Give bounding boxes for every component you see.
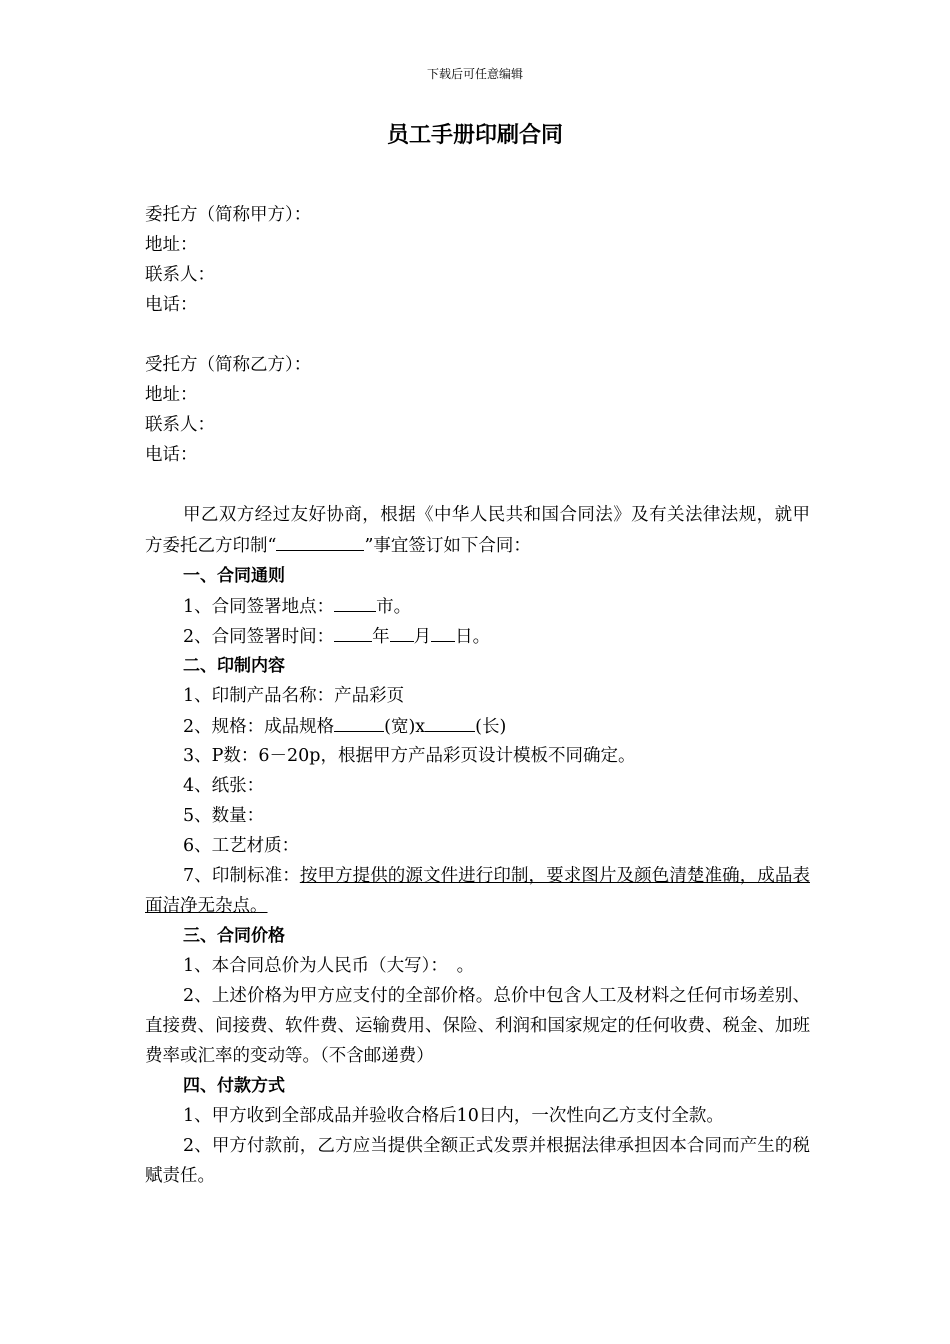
party-a-heading: 委托方（简称甲方）： (145, 205, 312, 225)
sec2-item-3: 3、P数：6－20p，根据甲方产品彩页设计模板不同确定。 (183, 746, 636, 766)
party-a-address: 地址： (145, 235, 198, 255)
section-1-heading: 一、合同通则 (183, 566, 285, 586)
party-a-contact: 联系人： (145, 265, 215, 285)
print-standard-text: 按甲方提供的源文件进行印制，要求图片及颜色清楚准确，成品表面洁净无杂点。 (145, 866, 810, 916)
document-title: 员工手册印刷合同 (386, 123, 563, 148)
section-2-heading: 二、印制内容 (183, 656, 285, 676)
party-a-phone: 电话： (145, 295, 198, 315)
intro-paragraph (145, 500, 810, 561)
section-3-heading: 三、合同价格 (183, 926, 285, 946)
sec1-item-1: 1、合同签署地点： 市。 (145, 591, 810, 621)
sec2-item-6: 6、工艺材质： (183, 836, 300, 856)
project-name-blank (276, 530, 364, 551)
sec1-item-2: 2、合同签署时间： 年 月 日。 (145, 621, 810, 651)
sec2-item-5: 5、数量： (183, 806, 265, 826)
sec3-item-2: 2、上述价格为甲方应支付的全部价格。总价中包含人工及材料之任何市场差别、直接费、间接费、软件费、运输费用、保险、利润和国家规定的任何收费、税金、加班费率或汇率的变动等。（不含邮递费） (145, 986, 810, 1066)
signing-place-blank (334, 591, 376, 612)
width-blank (334, 711, 384, 732)
length-blank (425, 711, 475, 732)
party-b-address: 地址： (145, 385, 198, 405)
intro-text-2: ”事宜签订如下合同： (364, 536, 531, 556)
day-blank (431, 621, 455, 642)
party-b-contact: 联系人： (145, 415, 215, 435)
contract-body (145, 200, 810, 1191)
sec4-item-2: 2、甲方付款前，乙方应当提供全额正式发票并根据法律承担因本合同而产生的税赋责任。 (145, 1136, 810, 1186)
section-4-heading: 四、付款方式 (183, 1076, 285, 1096)
sec2-item-2: 2、规格：成品规格 (宽)x (长) (145, 711, 810, 741)
sec3-item-1: 1、本合同总价为人民币（大写）： 。 (183, 956, 475, 976)
year-blank (334, 621, 372, 642)
header-note: 下载后可任意编辑 (426, 67, 523, 81)
intro-text-1: 甲乙双方经过友好协商，根据《中华人民共和国合同法》及有关法律法规，就甲方委托乙方印制“ (145, 505, 810, 556)
sec2-item-1: 1、印制产品名称：产品彩页 (183, 686, 405, 706)
party-b-heading: 受托方（简称乙方）： (145, 355, 312, 375)
month-blank (390, 621, 414, 642)
sec4-item-1: 1、甲方收到全部成品并验收合格后10日内，一次性向乙方支付全款。 (183, 1106, 724, 1126)
sec2-item-4: 4、纸张： (183, 776, 265, 796)
party-b-phone: 电话： (145, 445, 198, 465)
sec2-item-7: 7、印制标准：按甲方提供的源文件进行印制，要求图片及颜色清楚准确，成品表面洁净无杂点。 (145, 866, 810, 916)
